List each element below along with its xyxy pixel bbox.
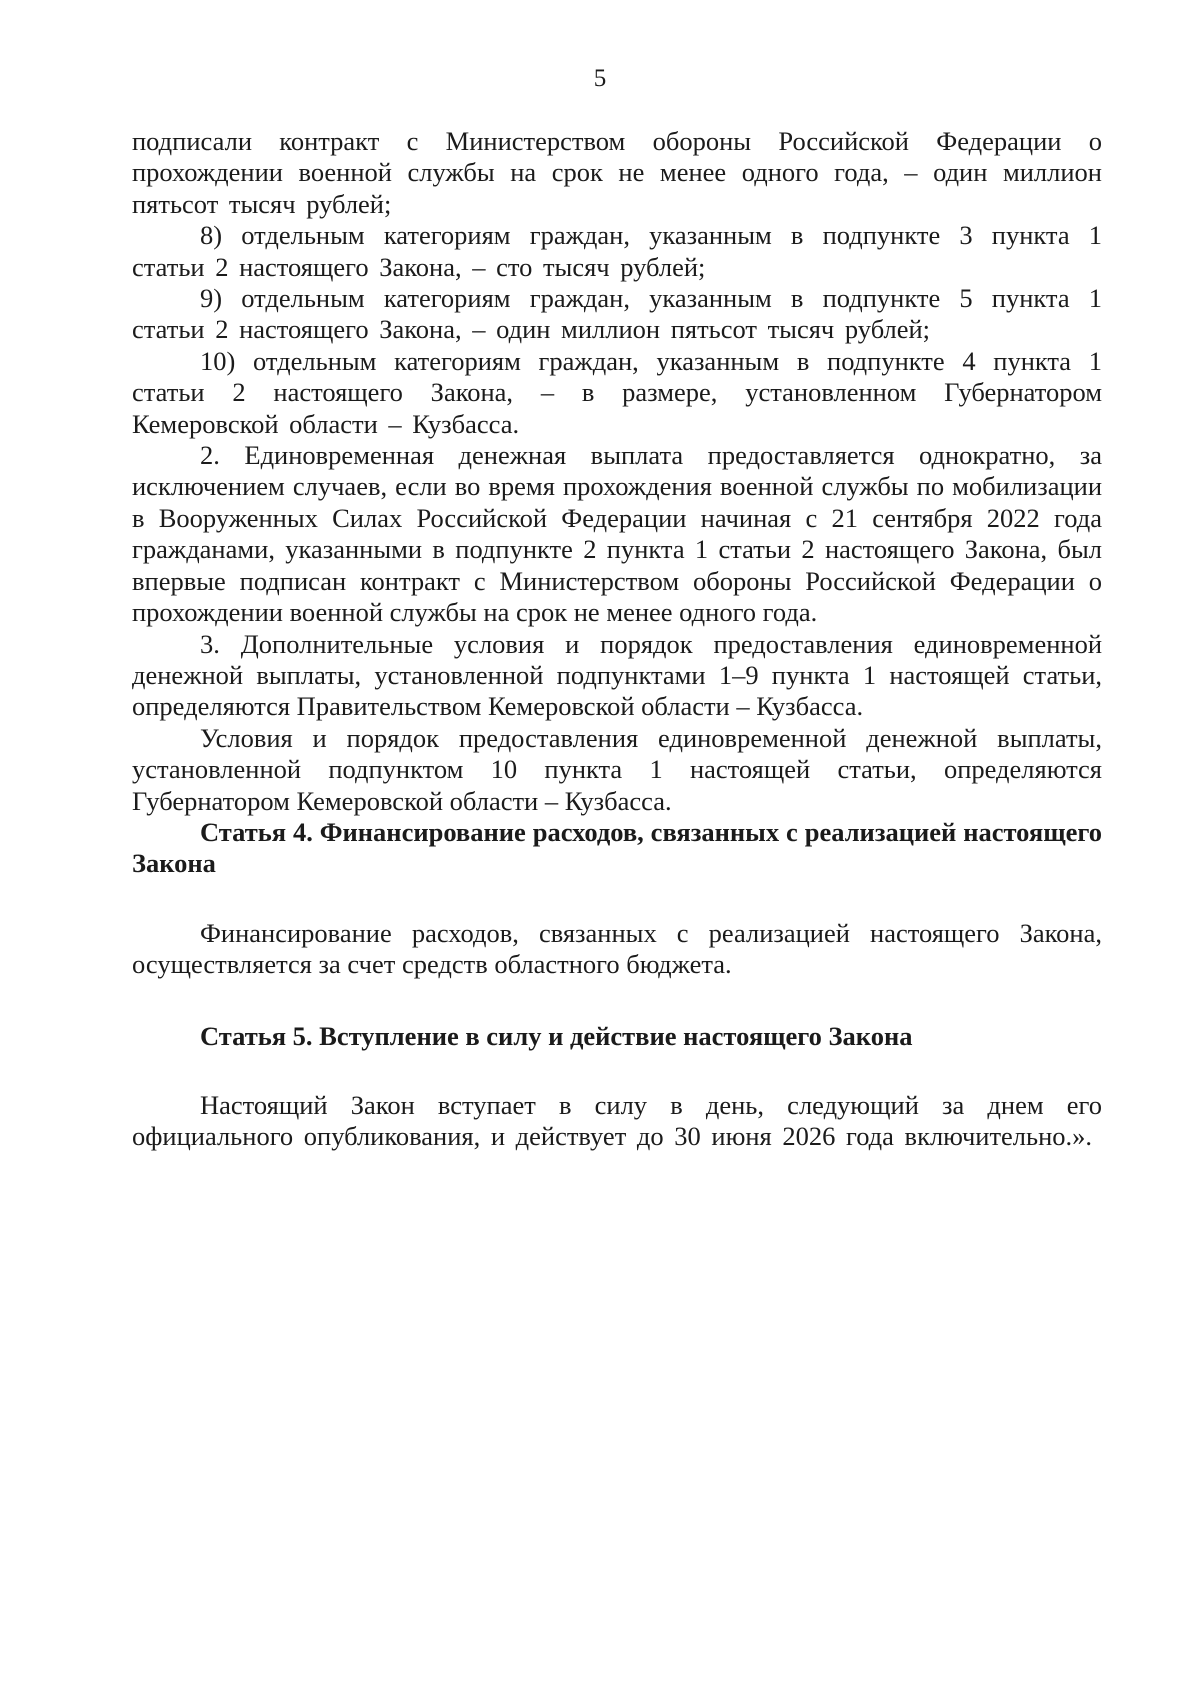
page-number: 5 <box>593 65 607 92</box>
paragraph-item-9: 9) отдельным категориям граждан, указанным в подпункте 5 пункта 1 статьи 2 настоящего Закона, – один миллион пятьсот тысяч рублей; <box>132 283 1102 345</box>
article-4-text: Финансирование расходов, связанных с реализацией настоящего Закона, осуществляется за счет средств областного бюджета. <box>132 917 1102 980</box>
article-5-text: Настоящий Закон вступает в силу в день, следующий за днем его официального опубликования, и действует до 30 июня 2026 года включительно.». <box>132 1089 1102 1152</box>
article-5-heading: Статья 5. Вступление в силу и действие настоящего Закона <box>200 1020 913 1051</box>
paragraph-item-10: 10) отдельным категориям граждан, указанным в подпункте 4 пункта 1 статьи 2 настоящего Закона, – в размере, установленном Губернатором Кемеровской области – Кузбасса. <box>132 345 1102 439</box>
document-body <box>132 126 1102 1153</box>
paragraph-item-8: 8) отдельным категориям граждан, указанным в подпункте 3 пункта 1 статьи 2 настоящего Закона, – сто тысяч рублей; <box>132 220 1102 282</box>
paragraph-point-3-second: Условия и порядок предоставления единовременной денежной выплаты, установленной подпунктом 10 пункта 1 настоящей статьи, определяются Губернатором Кемеровской области – Кузбасса. <box>132 722 1102 816</box>
paragraph-point-3: 3. Дополнительные условия и порядок предоставления единовременной денежной выплаты, установленной подпунктами 1–9 пункта 1 настоящей статьи, определяются Правительством Кемеровской области – Кузбасса. <box>132 628 1102 722</box>
paragraph-continuation: подписали контракт с Министерством обороны Российской Федерации о прохождении военной службы на срок не менее одного года, – один миллион пятьсот тысяч рублей; <box>132 126 1102 219</box>
paragraph-point-2: 2. Единовременная денежная выплата предоставляется однократно, за исключением случаев, если во время прохождения военной службы по мобилизации в Вооруженных Силах Российской Федерации начиная с 21 сентября 2022 года гражданами, указанными в подпункте 2 пункта 1 статьи 2 настоящего Закона, был впервые подписан контракт с Министерством обороны Российской Федерации о прохождении военной службы на срок не менее одного года. <box>132 440 1102 628</box>
article-4-heading: Статья 4. Финансирование расходов, связанных с реализацией настоящего Закона <box>132 816 1102 879</box>
